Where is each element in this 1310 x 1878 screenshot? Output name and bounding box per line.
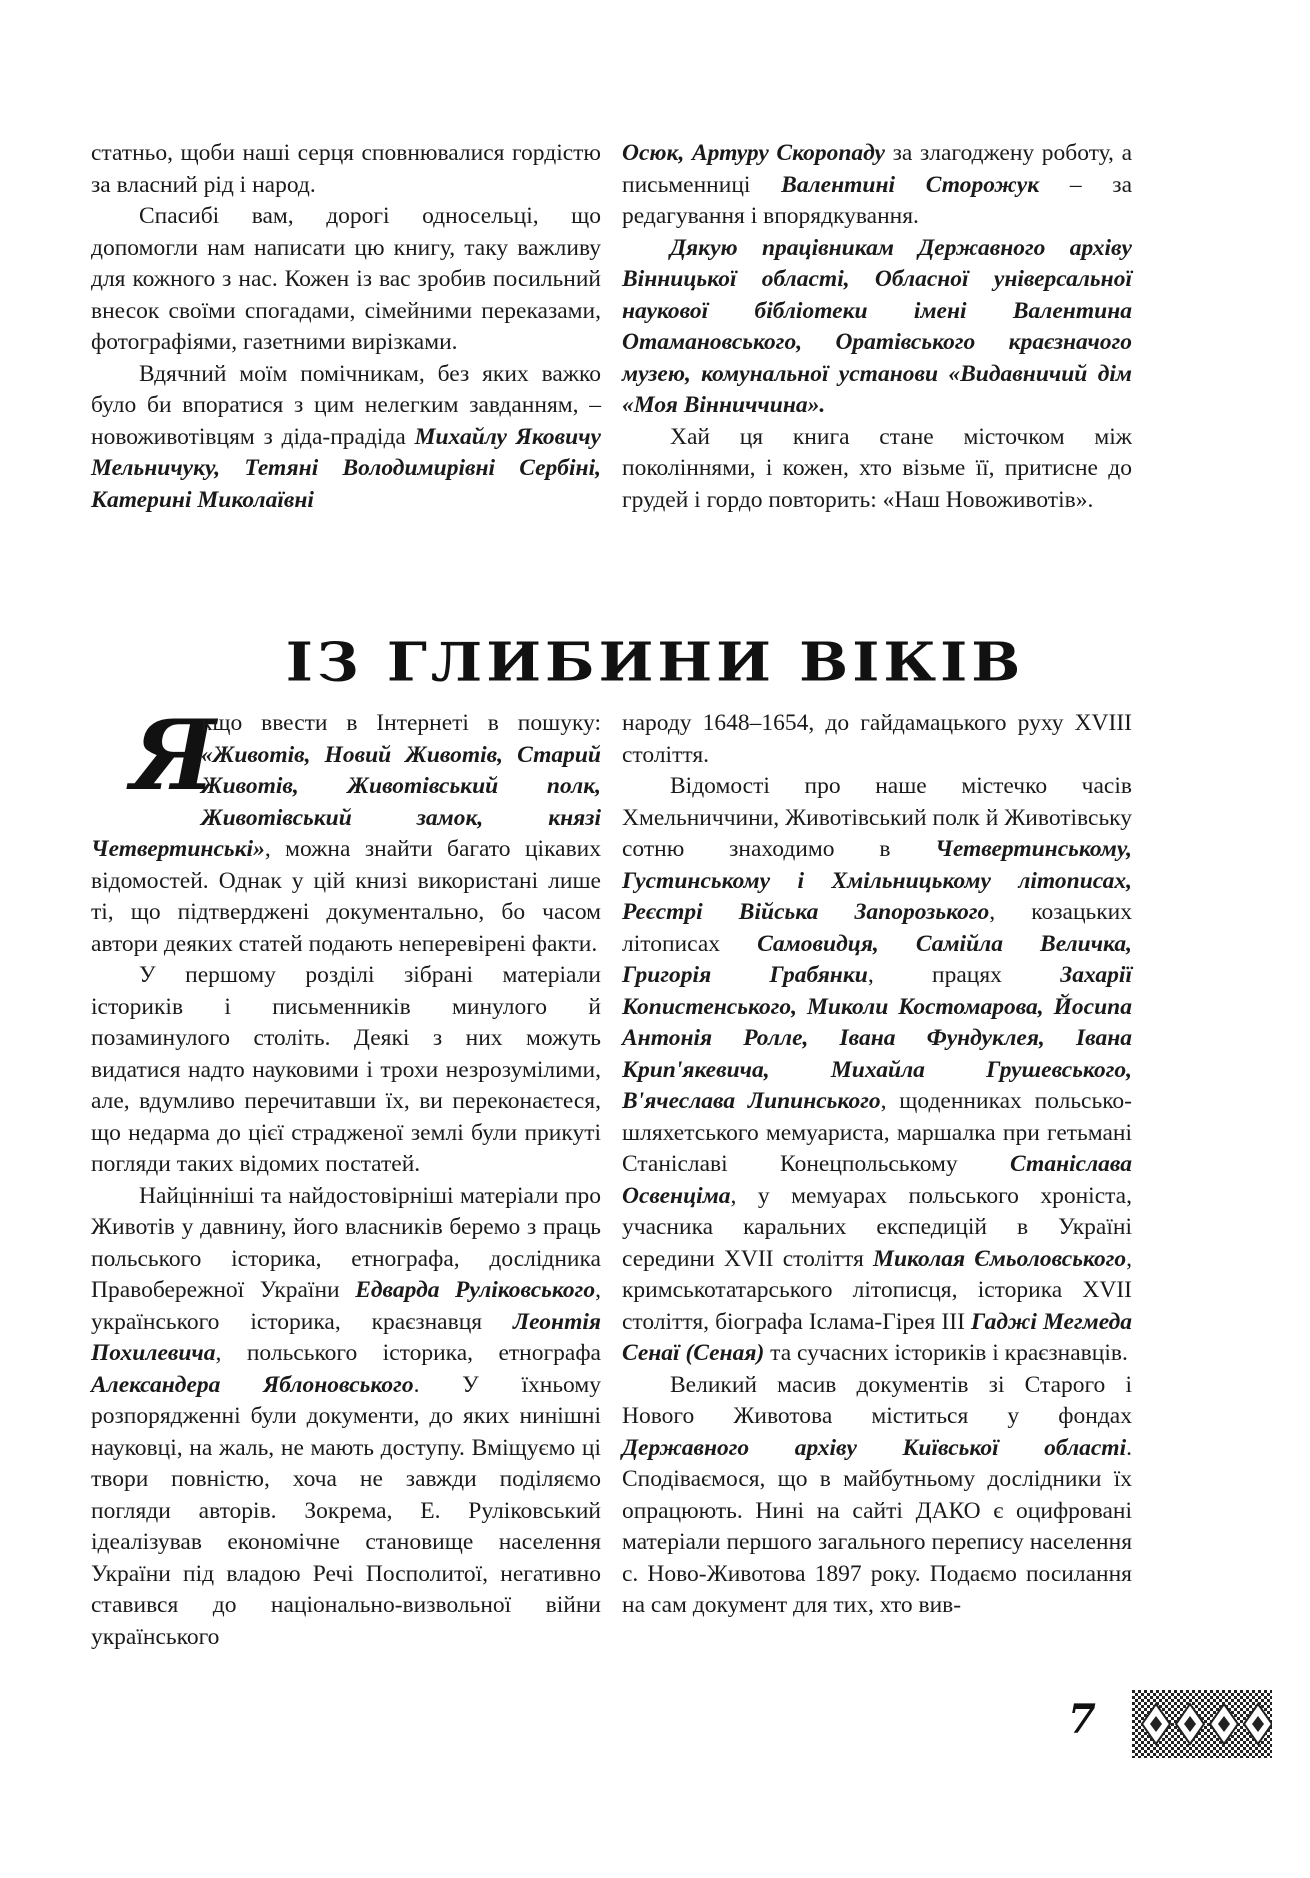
bold-name: Гаджі Мегмеда Сенаї (Сеная) (622, 1308, 1132, 1366)
drop-cap: Я (131, 699, 216, 812)
paragraph: Хай ця книга стане місточком між поколіннями, і кожен, хто візьме її, притисне до грудей і гордо повторить: «Наш Новоживотів». (622, 423, 1132, 513)
text-run: . Сподіваємося, що в майбутньому дослідники їх опрацюють. Нині на сайті ДАКО є оцифровані матеріали першого загального перепису населення с. Ново-Животова 1897 року. Подаємо посилання на сам документ для тих, хто вив- (622, 1434, 1132, 1618)
text-run: , працях (867, 962, 1061, 988)
text-run: – за редагування і впорядкування. (622, 171, 1133, 229)
bold-name: Едварда Руліковського (355, 1277, 596, 1303)
bottom-left-column (91, 699, 601, 1653)
bold-acknowledgement: Дякую працівникам Державного архіву Вінницької області, Обласної універсальної наукової бібліотеки імені Валентина Отамановського, Оратівського краєзначого музею, комунальної установи «Видавничий дім «Моя Вінниччина». (622, 234, 1132, 418)
text-run: Найцінніші та найдостовірніші матеріали про Животів у давнину, його власників беремо з праць польського історика, етнографа, дослідника Правобережної України (91, 1182, 601, 1303)
bold-archive: Державного архіву Київської області (622, 1434, 1127, 1461)
text-run: за злагоджену роботу, а письменниці (622, 140, 1133, 198)
embroidery-ornament-icon (1132, 1690, 1272, 1758)
paragraph: Спасибі вам, дорогі односельці, що допомогли нам написати цю книгу, таку важливу для кожного з нас. Кожен із вас зробив посильний внесок своїми спогадами, сімейними переказами, фотографіями, газетними вирізками. (91, 203, 601, 355)
bold-sources: Четвертинському, Густинському і Хмільницькому літописах, Реєстрі Війська Запорозького (622, 836, 1132, 925)
text-run: , у мемуарах польського хроніста, учасника каральних експедицій в Україні середини XVII століття (622, 1182, 1132, 1272)
top-left-column (91, 138, 601, 516)
paragraph (622, 771, 1132, 1370)
text-run: , українського історика, краєзнавця (91, 1277, 601, 1335)
bold-names: Осюк, Артуру Скоропаду (622, 140, 885, 166)
page-number: 7 (1068, 1696, 1096, 1743)
bold-name: Александера Яблоновського (91, 1371, 414, 1398)
bold-sources: Самовидця, Самійла Величка, Григорія Грабянки (622, 930, 1132, 988)
bold-names: Михайлу Яковичу Мельничуку, Тетяні Володимирівні Сербіні, Катерині Миколаївні (91, 423, 601, 513)
top-right-column (622, 138, 1132, 516)
paragraph (91, 1181, 601, 1654)
bold-names: Валентині Сторожук (781, 171, 1040, 198)
text-run: та сучасних істориків і краєзнавців. (764, 1340, 1128, 1366)
text-run: , щоденниках польсько-шляхетського мемуариста, маршалка при гетьмані Станіславі Конецпольському (622, 1088, 1132, 1177)
bold-name: Миколая Ємьоловського (873, 1245, 1127, 1272)
bold-name: Станіслава Освенціма (622, 1151, 1132, 1209)
bold-sources: Захарії Копистенського, Миколи Костомарова, Йосипа Антонія Ролле, Івана Фундуклея, Івана Крип'якевича, Михайла Грушевського, В'ячеслава Липинського (622, 962, 1132, 1114)
text-run: . У їхньому розпорядженні були документи, до яких нинішні науковці, на жаль, не мають доступу. Вміщуємо ці твори повністю, хоча не завжди поділяємо погляди авторів. Зокрема, Е. Руліковський ідеалізував економічне становище населення України під владою Речі Посполитої, негативно ставився до національно-визвольної війни українського (91, 1371, 601, 1650)
text-run: , польського історика, етнографа (215, 1340, 601, 1366)
paragraph (622, 233, 1132, 422)
paragraph: народу 1648–1654, до гайдамацького руху XVIII століття. (622, 710, 1132, 768)
bold-search-terms: «Животів, Новий Животів, Старий Животів, Животівський полк, Животівський замок, князі Четвертинські» (91, 741, 601, 862)
paragraph (91, 359, 601, 517)
paragraph (622, 1370, 1132, 1622)
paragraph (622, 138, 1132, 233)
text-run: , можна знайти багато цікавих відомостей. Однак у цій книзі використані лише ті, що підтверджені документально, бо часом автори деяких статей подають неперевірені факти. (91, 836, 601, 957)
bold-name: Леонтія Похилевича (91, 1308, 601, 1366)
bottom-right-column (622, 708, 1132, 1622)
text-run: Вдячний моїм помічникам, без яких важко було би впоратися з цим нелегким завданням, – новоживотівцям з діда-прадіда (91, 360, 601, 450)
text-run: , козацьких літописах (622, 899, 1132, 957)
text-run: Відомості про наше містечко часів Хмельниччини, Животівський полк й Животівську сотню знаходимо в (622, 773, 1132, 862)
text-run: кщо ввести в Інтернеті в пошуку: (201, 710, 601, 736)
paragraph: статньо, щоби наші серця сповнювалися гордістю за власний рід і народ. (91, 140, 601, 198)
paragraph: У першому розділі зібрані матеріали істориків і письменників минулого й позаминулого століть. Деякі з них можуть видатися надто науковими і трохи незрозумілими, але, вдумливо перечитавши їх, ви переконаєтеся, що недарма до цієї страдженої землі були прикуті погляди таких відомих постатей. (91, 962, 601, 1177)
text-run: , кримськотатарського літописця, історика XVII століття, біографа Іслама-Гірея III (622, 1245, 1132, 1335)
section-title: ІЗ ГЛИБИНИ ВІКІВ (285, 630, 1025, 694)
paragraph (91, 699, 601, 960)
text-run: Великий масив документів зі Старого і Нового Животова міститься у фондах (622, 1371, 1132, 1429)
